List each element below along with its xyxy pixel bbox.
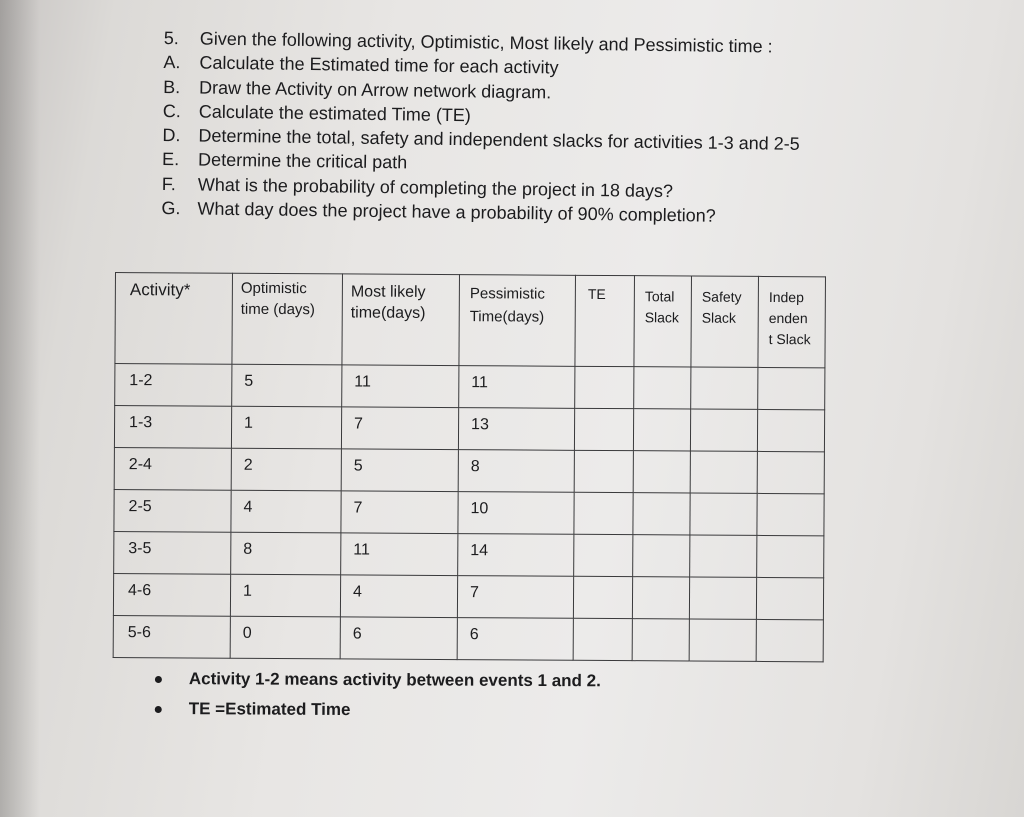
header-activity <box>115 273 233 365</box>
bullet-icon <box>155 675 162 682</box>
pessimistic-value: 10 <box>470 500 489 518</box>
header-indep-slack-line3: t Slack <box>768 330 811 348</box>
cell-independent-slack <box>757 451 824 493</box>
header-optimistic <box>232 273 343 365</box>
optimistic-value: 1 <box>243 582 253 600</box>
cell-pessimistic <box>458 408 574 451</box>
cell-activity <box>113 573 230 616</box>
pessimistic-value: 8 <box>470 458 480 476</box>
header-total-slack-line1: Total <box>644 288 675 305</box>
most-likely-value: 7 <box>353 499 363 517</box>
header-indep-slack-line2: enden <box>768 309 808 327</box>
cell-te <box>574 492 633 534</box>
page-edge-shadow <box>0 0 40 817</box>
cell-safety-slack <box>689 619 756 661</box>
pessimistic-value: 6 <box>469 626 479 644</box>
optimistic-value: 8 <box>243 540 253 558</box>
note-text: TE =Estimated Time <box>188 699 351 720</box>
question-label: A. <box>163 52 181 73</box>
question-list <box>161 26 924 231</box>
cell-independent-slack <box>756 619 823 661</box>
cell-optimistic <box>231 406 341 449</box>
cell-most-likely <box>342 365 459 408</box>
cell-independent-slack <box>757 535 824 577</box>
cell-pessimistic <box>458 450 574 493</box>
cell-total-slack <box>633 409 690 451</box>
cell-total-slack <box>633 535 690 577</box>
cell-activity <box>113 615 230 658</box>
note-text: Activity 1-2 means activity between events 1 and 2. <box>188 669 601 691</box>
cell-independent-slack <box>756 577 823 619</box>
question-text: Calculate the Estimated time for each activity <box>199 52 559 78</box>
table-row <box>113 573 823 619</box>
optimistic-value: 5 <box>244 372 254 390</box>
cell-activity <box>114 489 231 532</box>
cell-most-likely <box>341 407 458 450</box>
cell-safety-slack <box>690 535 757 577</box>
cell-independent-slack <box>757 493 824 535</box>
question-label: C. <box>162 100 181 122</box>
cell-optimistic <box>231 532 341 575</box>
table-row <box>113 615 823 661</box>
optimistic-value: 0 <box>242 624 252 642</box>
question-label: F. <box>161 173 176 194</box>
cell-most-likely <box>341 449 458 492</box>
cell-independent-slack <box>757 409 824 451</box>
question-text: Determine the total, safety and independent slacks for activities 1-3 and 2-5 <box>198 125 800 155</box>
cell-optimistic <box>232 364 342 407</box>
header-most-likely <box>342 274 460 366</box>
header-activity-label: Activity* <box>129 280 191 300</box>
question-text: Determine the critical path <box>197 149 408 173</box>
question-text: Calculate the estimated Time (TE) <box>198 101 472 126</box>
cell-total-slack <box>633 493 690 535</box>
cell-safety-slack <box>690 451 757 493</box>
cell-pessimistic <box>457 576 573 619</box>
table-row <box>114 531 824 577</box>
activity-value: 1-3 <box>129 414 153 432</box>
header-pessimistic <box>459 275 576 367</box>
question-label: D. <box>162 125 181 146</box>
header-optimistic-line1: Optimistic <box>240 279 307 298</box>
header-optimistic-line2: time (days) <box>240 300 316 319</box>
cell-pessimistic <box>459 366 575 409</box>
optimistic-value: 4 <box>243 498 253 516</box>
question-text: Given the following activity, Optimistic, Most likely and Pessimistic time : <box>199 28 773 57</box>
activity-value: 4-6 <box>128 582 152 600</box>
table-header-row <box>115 273 826 368</box>
header-pessimistic-line2: Time(days) <box>469 308 545 326</box>
note-item <box>155 664 601 696</box>
pessimistic-value: 11 <box>471 374 488 392</box>
cell-independent-slack <box>758 367 825 409</box>
question-text: Draw the Activity on Arrow network diagram. <box>199 77 552 103</box>
cell-most-likely <box>341 533 458 576</box>
pessimistic-value: 13 <box>471 416 489 434</box>
activity-value: 3-5 <box>128 540 152 558</box>
question-label: B. <box>163 76 181 97</box>
cell-optimistic <box>230 574 340 617</box>
cell-te <box>573 618 632 660</box>
question-text: What is the probability of completing the project in 18 days? <box>197 174 674 201</box>
activity-value: 1-2 <box>129 372 153 390</box>
activity-value: 5-6 <box>127 624 151 642</box>
cell-activity <box>114 406 231 449</box>
most-likely-value: 11 <box>353 541 370 559</box>
cell-total-slack <box>632 577 689 619</box>
header-total-slack-line2: Slack <box>644 309 680 326</box>
optimistic-value: 1 <box>244 414 254 432</box>
activity-value: 2-4 <box>128 456 153 474</box>
cell-activity <box>115 364 232 407</box>
cell-te <box>574 450 633 492</box>
cell-activity <box>114 447 231 490</box>
cell-total-slack <box>632 619 689 661</box>
header-indep-slack-line1: Indep <box>768 288 804 306</box>
notes-list <box>155 664 601 726</box>
header-most-likely-line2: time(days) <box>350 304 426 322</box>
cell-total-slack <box>633 451 690 493</box>
most-likely-value: 11 <box>354 373 371 391</box>
cell-total-slack <box>634 367 691 409</box>
cell-safety-slack <box>690 409 757 451</box>
header-total-slack <box>634 276 692 367</box>
cell-most-likely <box>340 617 457 660</box>
cell-optimistic <box>230 616 340 659</box>
most-likely-value: 6 <box>352 625 362 643</box>
question-label: E. <box>161 149 180 170</box>
header-safety-slack-line1: Safety <box>701 288 742 305</box>
header-most-likely-line1: Most likely <box>350 283 426 301</box>
cell-safety-slack <box>690 493 757 535</box>
question-text: What day does the project have a probability of 90% completion? <box>197 198 716 226</box>
cell-safety-slack <box>689 577 756 619</box>
activity-table <box>113 272 826 662</box>
cell-most-likely <box>340 575 457 618</box>
cell-activity <box>114 531 231 574</box>
cell-pessimistic <box>457 618 573 661</box>
most-likely-value: 7 <box>354 415 364 433</box>
header-safety-slack-line2: Slack <box>701 309 737 326</box>
activity-table-wrapper <box>113 272 826 662</box>
question-label: 5. <box>163 27 179 49</box>
cell-te <box>573 576 632 618</box>
header-safety-slack <box>691 276 759 367</box>
table-row <box>114 447 824 493</box>
cell-pessimistic <box>458 534 574 577</box>
activity-value: 2-5 <box>128 498 152 516</box>
header-independent-slack <box>758 276 826 367</box>
cell-te <box>575 366 634 408</box>
bullet-icon <box>155 705 162 712</box>
pessimistic-value: 7 <box>469 584 480 602</box>
most-likely-value: 4 <box>352 583 363 601</box>
most-likely-value: 5 <box>353 457 363 475</box>
cell-pessimistic <box>458 492 574 535</box>
cell-safety-slack <box>691 367 758 409</box>
cell-optimistic <box>231 448 341 491</box>
table-row <box>114 489 824 535</box>
table-row <box>114 406 824 452</box>
header-te <box>575 275 635 366</box>
header-te-label: TE <box>587 285 606 302</box>
pessimistic-value: 14 <box>470 542 489 560</box>
cell-most-likely <box>341 491 458 534</box>
cell-te <box>574 408 633 450</box>
table-row <box>115 364 825 410</box>
header-pessimistic-line1: Pessimistic <box>469 285 545 303</box>
cell-optimistic <box>231 490 341 533</box>
optimistic-value: 2 <box>243 456 253 474</box>
question-label: G. <box>161 198 181 219</box>
note-item <box>155 694 601 726</box>
cell-te <box>574 534 633 576</box>
